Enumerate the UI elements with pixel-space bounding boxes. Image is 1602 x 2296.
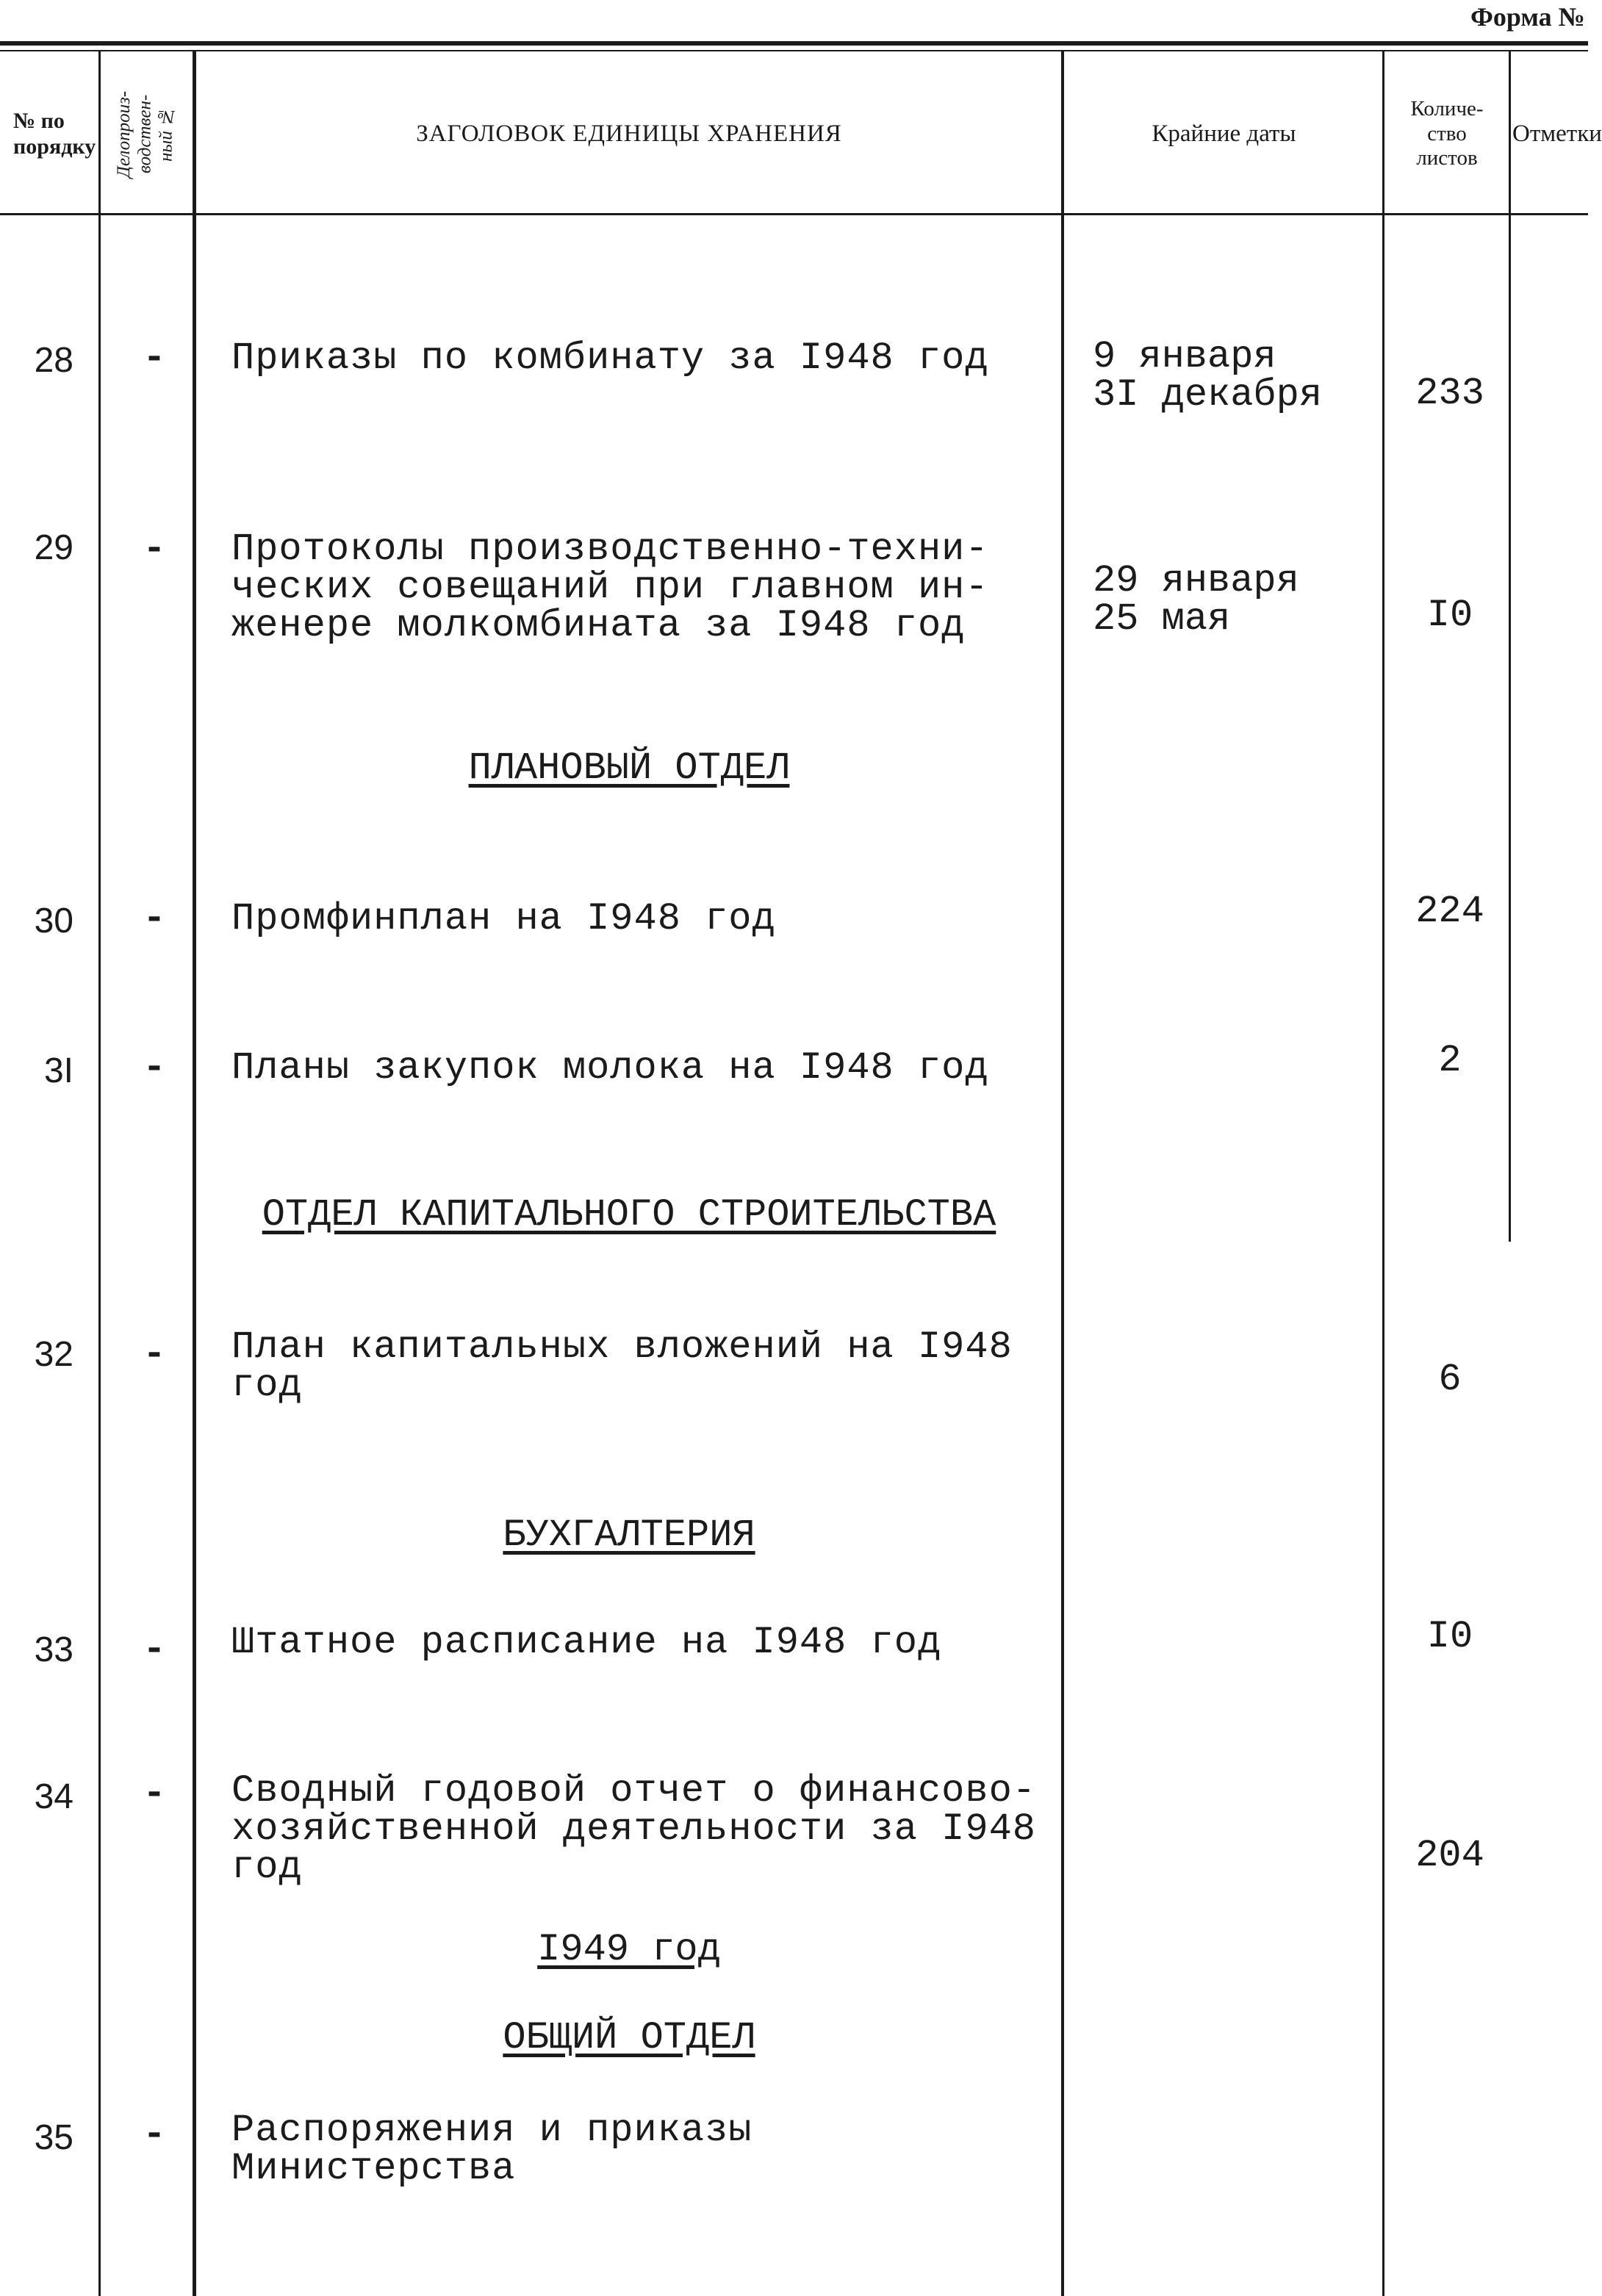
column-rule-1 — [98, 51, 101, 2296]
row-dates: 9 января 3I декабря — [1093, 335, 1323, 417]
row-title: Распоряжения и приказы Министерства — [231, 2109, 752, 2190]
row-sheet-count: 224 — [1415, 890, 1484, 933]
top-rule-thin — [0, 50, 1588, 51]
form-label: Форма № — [1470, 2, 1585, 32]
column-rule-2 — [193, 51, 196, 2296]
row-case-number: - — [143, 1046, 166, 1090]
row-title: Планы закупок молока на I948 год — [231, 1046, 989, 1090]
row-number: 29 — [34, 528, 73, 567]
row-number: 32 — [34, 1335, 73, 1374]
row-title: Штатное расписание на I948 год — [231, 1621, 942, 1664]
section-heading-capital: ОТДЕЛ КАПИТАЛЬНОГО СТРОИТЕЛЬСТВА — [262, 1193, 996, 1237]
row-number: 30 — [34, 902, 73, 940]
header-notes: Отметки — [1512, 120, 1602, 147]
row-sheet-count: I0 — [1426, 594, 1473, 637]
row-sheet-count: 233 — [1415, 372, 1484, 415]
row-title: План капитальных вложений на I948 год — [231, 1325, 1013, 1407]
row-case-number: - — [143, 528, 166, 571]
section-heading-general: ОБЩИЙ ОТДЕЛ — [503, 2016, 755, 2059]
row-case-number: - — [143, 1772, 166, 1815]
section-heading-planning: ПЛАНОВЫЙ ОТДЕЛ — [468, 746, 790, 790]
column-rule-3 — [1061, 51, 1064, 2296]
row-case-number: - — [143, 2113, 166, 2156]
row-number: 35 — [34, 2118, 73, 2157]
row-case-number: - — [143, 1333, 166, 1376]
row-case-number: - — [143, 1628, 166, 1671]
row-case-number: - — [143, 337, 166, 380]
header-title: ЗАГОЛОВОК ЕДИНИЦЫ ХРАНЕНИЯ — [416, 120, 842, 147]
header-dates: Крайние даты — [1152, 120, 1296, 147]
row-sheet-count: 6 — [1438, 1358, 1462, 1401]
row-number: 33 — [34, 1630, 73, 1669]
row-title: Протоколы производственно-техни- ческих совещаний при главном ин- женере молкомбината за I948 год — [231, 528, 989, 647]
row-title: Сводный годовой отчет о финансово- хозяйственной деятельности за I948 год — [231, 1769, 1036, 1889]
row-title: Промфинплан на I948 год — [231, 897, 776, 940]
header-bottom-rule — [0, 213, 1588, 215]
row-sheet-count: I0 — [1426, 1615, 1473, 1658]
header-case-number: Делопроиз- водствен- ный № — [113, 90, 176, 178]
column-rule-4 — [1382, 51, 1384, 2296]
row-number: 28 — [34, 341, 73, 380]
row-sheet-count: 204 — [1415, 1834, 1484, 1877]
header-number: № по порядку — [13, 109, 96, 159]
header-sheet-count: Количе- ство листов — [1410, 97, 1484, 170]
row-dates: 29 января 25 мая — [1093, 559, 1299, 641]
row-title: Приказы по комбинату за I948 год — [231, 337, 989, 380]
section-heading-year: I949 год — [537, 1928, 721, 1971]
section-heading-accounting: БУХГАЛТЕРИЯ — [503, 1514, 755, 1557]
row-case-number: - — [143, 897, 166, 940]
row-number: 3I — [43, 1051, 73, 1090]
row-number: 34 — [34, 1777, 73, 1816]
row-sheet-count: 2 — [1438, 1039, 1462, 1082]
top-rule — [0, 41, 1588, 46]
